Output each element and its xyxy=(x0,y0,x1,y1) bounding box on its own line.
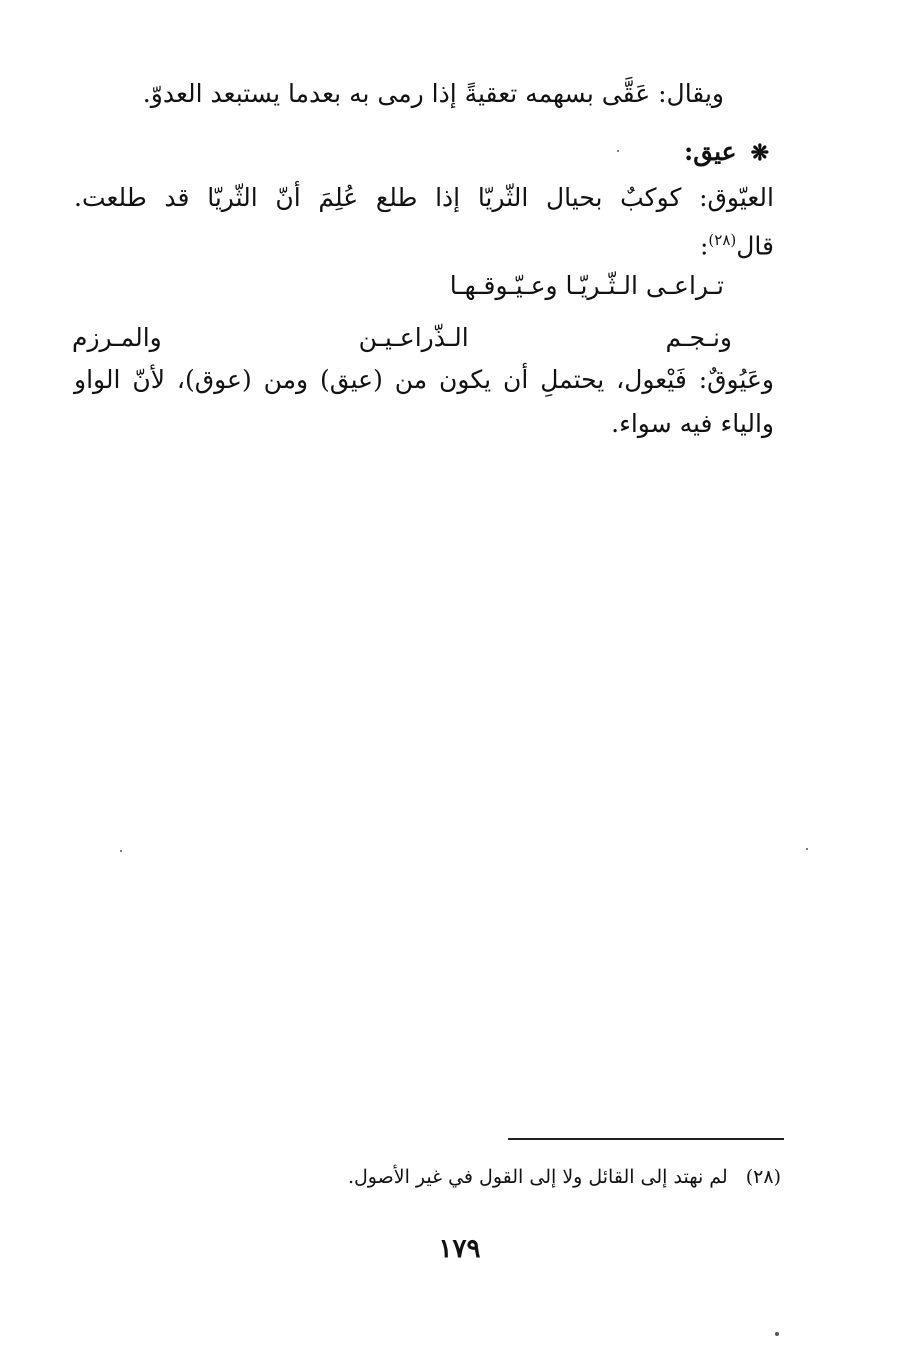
footnote-number: (٢٨) xyxy=(745,1166,781,1188)
qala-word: قال xyxy=(736,231,774,261)
verse-word-3: والمـرزم xyxy=(72,323,162,352)
footnote xyxy=(348,1164,781,1190)
scan-speck xyxy=(120,850,122,852)
text-line-4 xyxy=(700,224,774,262)
text-line-3: العيّوق: كوكبٌ بحيال الثّريّا إذا طلع عُلِمَ أنّ الثّريّا قد طلعت. xyxy=(74,183,774,212)
asterisk-marker-icon: ❋ xyxy=(750,140,769,166)
footnote-reference: (٢٨) xyxy=(708,231,737,249)
verse-word-1: ونـجـم xyxy=(665,323,732,352)
verse-line-2 xyxy=(72,322,732,354)
entry-heading-word: عيق: xyxy=(684,137,737,166)
verse-word-2: الـذّراعـيـن xyxy=(358,323,469,352)
page-number: ١٧٩ xyxy=(438,1234,481,1264)
colon: : xyxy=(699,231,709,261)
text-line-7: وعَيُوقٌ: فَيْعول، يحتملِ أن يكون من (عيق) ومن (عوق)، لأنّ الواو xyxy=(74,365,774,394)
scan-speck xyxy=(617,150,619,152)
text-line-8: والياء فيه سواء. xyxy=(611,409,774,438)
footnote-separator xyxy=(508,1138,784,1140)
scan-speck xyxy=(775,1332,779,1336)
verse-line-1: تـراعـى الـثّـريّـا وعـيّـوقـهـا xyxy=(449,271,724,300)
footnote-text: لم نهتد إلى القائل ولا إلى القول في غير الأصول. xyxy=(347,1166,728,1188)
scan-speck xyxy=(806,848,808,850)
entry-heading xyxy=(684,136,769,169)
text-line-1: ويقال: عَقَّى بسهمه تعقيةً إذا رمى به بعدما يستبعد العدوّ. xyxy=(142,79,724,108)
